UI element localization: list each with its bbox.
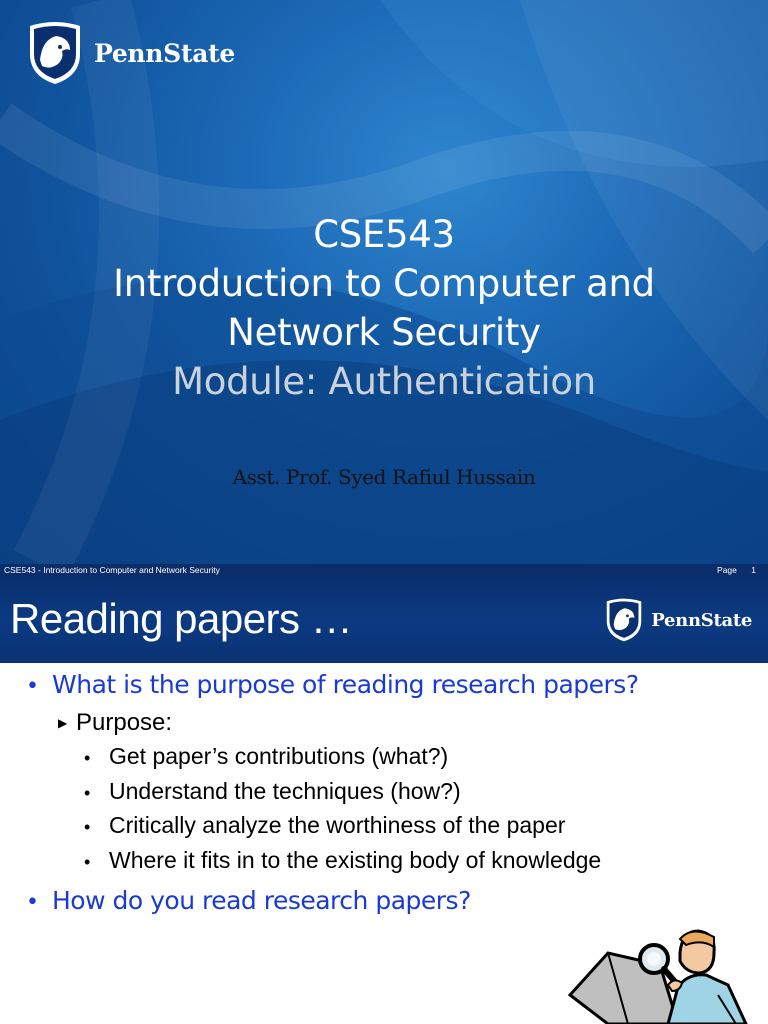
list-item xyxy=(84,812,565,839)
footer-course-name: CSE543 - Introduction to Computer and Network Security xyxy=(4,565,220,575)
bullet-dot: • xyxy=(84,783,91,803)
course-code: CSE543 xyxy=(313,213,455,256)
purpose-heading xyxy=(58,709,172,737)
bullet-dot: • xyxy=(26,890,39,915)
question-purpose-text: What is the purpose of reading research papers? xyxy=(52,670,639,699)
author-name: Asst. Prof. Syed Rafiul Hussain xyxy=(232,465,536,489)
bullet-dot: • xyxy=(84,852,91,872)
bullet-dot: • xyxy=(26,674,39,699)
person-reading-magnifier-clipart xyxy=(568,925,768,1024)
pennstate-logo xyxy=(26,20,235,86)
footer-page-label: Page xyxy=(717,565,737,575)
list-item xyxy=(84,778,461,805)
reading-slide-header xyxy=(0,577,768,663)
nittany-lion-shield-icon xyxy=(26,20,84,86)
list-item-text: Understand the techniques (how?) xyxy=(109,778,461,804)
footer-page-number: 1 xyxy=(751,565,756,575)
module-title: Module: Authentication xyxy=(172,360,596,403)
question-how xyxy=(26,886,471,915)
question-how-text: How do you read research papers? xyxy=(52,886,471,915)
slide-title: Reading papers … xyxy=(10,595,353,642)
list-item-text: Get paper’s contributions (what?) xyxy=(109,743,449,769)
logo-wordmark-small: PennState xyxy=(651,609,752,631)
title-block xyxy=(0,210,768,406)
pennstate-logo-small xyxy=(604,597,752,643)
question-purpose xyxy=(26,670,639,699)
footer-page xyxy=(705,564,756,577)
bullet-dot: • xyxy=(84,748,91,768)
slide-footer xyxy=(0,564,768,577)
logo-wordmark: PennState xyxy=(94,38,235,68)
nittany-lion-shield-icon xyxy=(604,597,644,643)
bullet-dot: • xyxy=(84,817,91,837)
list-item-text: Critically analyze the worthiness of the paper xyxy=(109,812,566,838)
course-title-line2: Network Security xyxy=(227,311,541,354)
triangle-bullet-icon: ▶ xyxy=(58,716,68,730)
purpose-heading-text: Purpose: xyxy=(76,709,173,736)
course-title-line1: Introduction to Computer and xyxy=(113,262,655,305)
list-item-text: Where it fits in to the existing body of knowledge xyxy=(109,847,602,873)
list-item xyxy=(84,743,448,770)
list-item xyxy=(84,847,601,874)
